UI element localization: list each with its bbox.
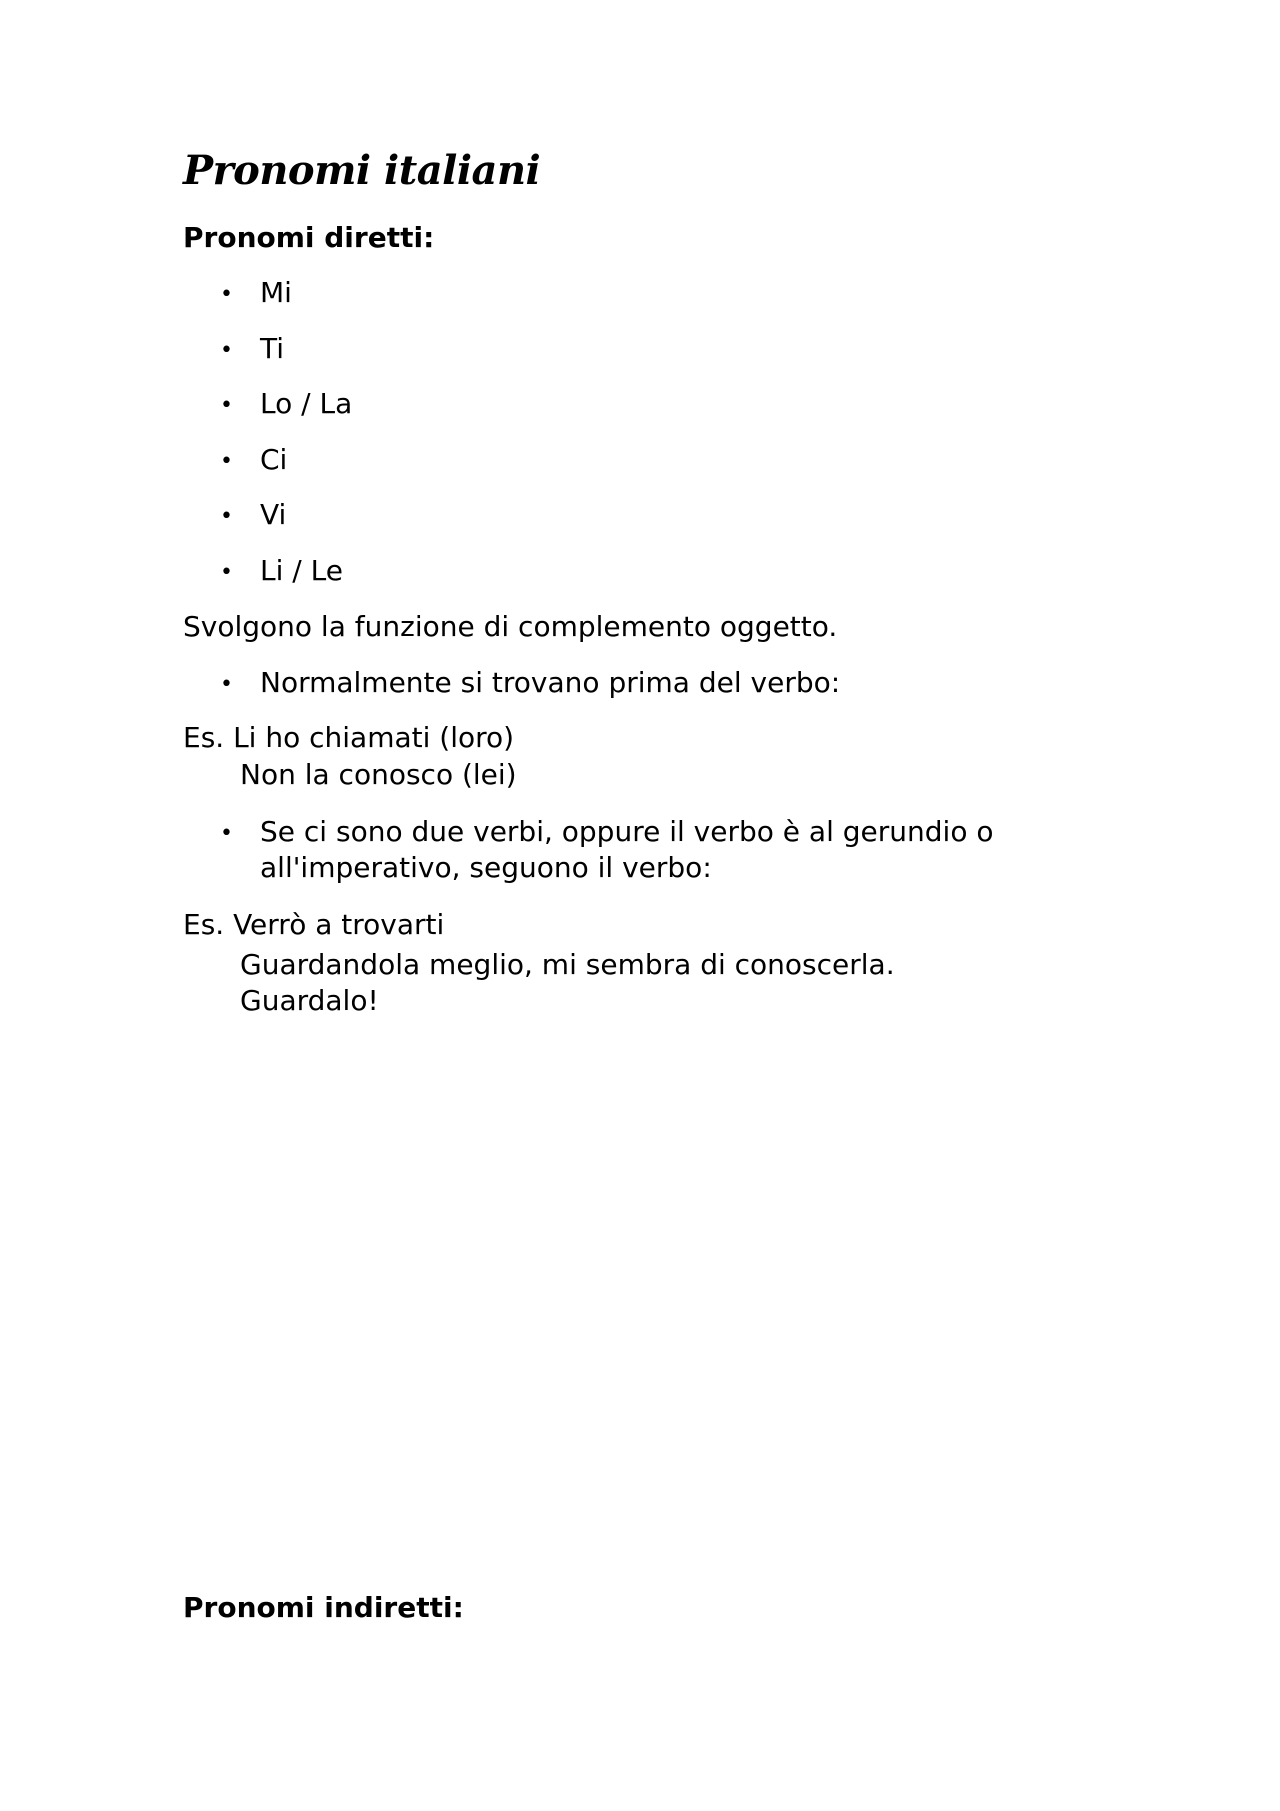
list-item: Ti: [260, 332, 285, 365]
bullet-icon: •: [220, 449, 233, 474]
function-note: Svolgono la funzione di complemento oggetto.: [183, 610, 838, 643]
list-item: Ci: [260, 443, 288, 476]
bullet-icon: •: [220, 282, 233, 307]
bullet-icon: •: [220, 504, 233, 529]
rule-after-verb-line2: all'imperativo, seguono il verbo:: [260, 851, 712, 884]
rule-after-verb-line1: Se ci sono due verbi, oppure il verbo è al gerundio o: [260, 815, 994, 848]
bullet-icon: •: [220, 393, 233, 418]
list-item: Vi: [260, 498, 287, 531]
section-heading-indirect: Pronomi indiretti:: [183, 1591, 464, 1624]
list-item: Mi: [260, 276, 292, 309]
bullet-icon: •: [220, 338, 233, 363]
section-heading-direct: Pronomi diretti:: [183, 221, 435, 254]
list-item: Li / Le: [260, 554, 343, 587]
example-line: Guardalo!: [240, 984, 379, 1017]
bullet-icon: •: [220, 672, 233, 697]
example-line: Guardandola meglio, mi sembra di conoscerla.: [240, 948, 895, 981]
list-item: Lo / La: [260, 387, 353, 420]
rule-before-verb: Normalmente si trovano prima del verbo:: [260, 666, 841, 699]
example-line: Non la conosco (lei): [240, 758, 517, 791]
example-line: Es. Verrò a trovarti: [183, 908, 445, 941]
example-line: Es. Li ho chiamati (loro): [183, 721, 515, 754]
bullet-icon: •: [220, 821, 233, 846]
bullet-icon: •: [220, 560, 233, 585]
document-title: Pronomi italiani: [183, 147, 541, 194]
